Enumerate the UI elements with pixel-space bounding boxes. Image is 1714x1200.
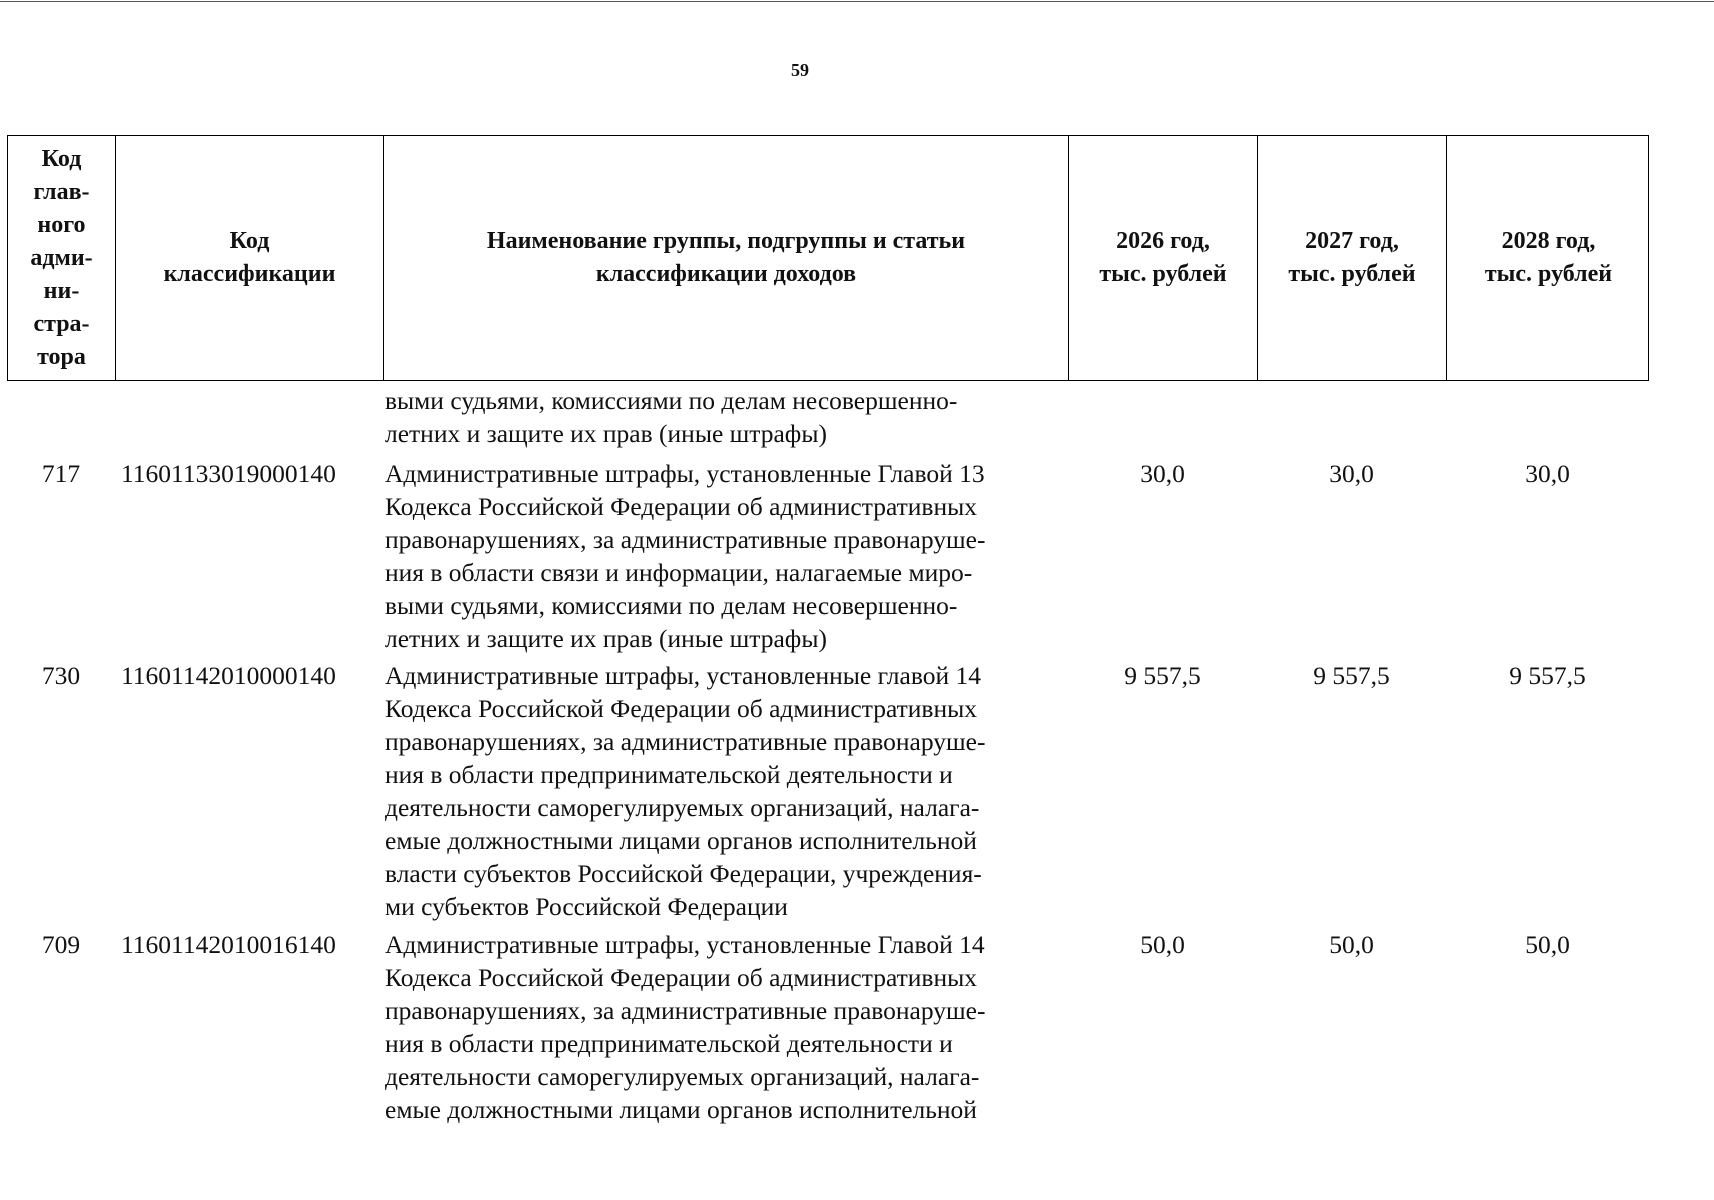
header-admin-code-line: глав- (33, 178, 90, 205)
value-2026: 50,0 (1140, 930, 1185, 959)
header-year-2027-line: тыс. рублей (1288, 261, 1416, 287)
income-name-line: Кодекса Российской Федерации об административных (385, 694, 977, 723)
table-row (7, 928, 1649, 1126)
header-year-2027-line: 2027 год, (1305, 228, 1399, 254)
admin-code: 730 (41, 661, 81, 690)
income-name-line: ния в области предпринимательской деятельности и (385, 760, 953, 789)
income-name-line: выми судьями, комиссиями по делам несовершенно- (385, 591, 958, 620)
income-name-line: ния в области связи и информации, налагаемые миро- (385, 558, 973, 587)
header-name-line: Наименование группы, подгруппы и статьи (486, 228, 966, 254)
income-name-line: деятельности саморегулируемых организаций, налага- (385, 793, 980, 822)
income-name-line: Кодекса Российской Федерации об административных (385, 492, 977, 521)
value-2028: 9 557,5 (1509, 661, 1586, 690)
table-header (7, 135, 1649, 381)
header-year-2028 (1447, 136, 1650, 380)
header-name-line: классификации доходов (595, 261, 857, 287)
table-row (7, 457, 1649, 655)
income-name (383, 457, 1068, 655)
header-admin-code-line: Код (41, 145, 82, 172)
value-2028: 30,0 (1525, 459, 1570, 488)
classification-code: 11601133019000140 (121, 459, 336, 488)
income-name-line: Административные штрафы, установленные главой 14 (385, 661, 981, 690)
table-row (7, 659, 1649, 923)
income-name-line: правонарушениях, за административные правонаруше- (385, 525, 986, 554)
income-name-line: правонарушениях, за административные правонаруше- (385, 727, 986, 756)
income-name-line: Административные штрафы, установленные Главой 13 (385, 459, 985, 488)
header-admin-code-line: тора (37, 343, 86, 370)
continuation-line: выми судьями, комиссиями по делам несовершенно- (385, 386, 958, 415)
header-year-2027 (1258, 136, 1447, 380)
income-name-line: Кодекса Российской Федерации об административных (385, 963, 977, 992)
header-name (384, 136, 1069, 380)
value-2026: 30,0 (1140, 459, 1185, 488)
classification-code: 11601142010016140 (121, 930, 336, 959)
continuation-line: летних и защите их прав (иные штрафы) (385, 419, 827, 448)
admin-code: 709 (41, 930, 81, 959)
income-name-line: емые должностными лицами органов исполнительной (385, 1095, 977, 1124)
header-admin-code (8, 136, 116, 380)
header-year-2028-line: тыс. рублей (1484, 261, 1613, 287)
income-name-line: летних и защите их прав (иные штрафы) (385, 624, 827, 653)
income-name-line: емые должностными лицами органов исполнительной (385, 826, 977, 855)
page-number: 59 (791, 60, 809, 80)
header-year-2026-line: тыс. рублей (1099, 261, 1227, 287)
admin-code: 717 (41, 459, 81, 488)
header-year-2028-line: 2028 год, (1501, 228, 1596, 254)
value-2027: 9 557,5 (1313, 661, 1390, 690)
income-name-line: деятельности саморегулируемых организаций, налага- (385, 1062, 980, 1091)
value-2028: 50,0 (1525, 930, 1570, 959)
header-admin-code-line: ни- (43, 277, 80, 304)
value-2027: 30,0 (1329, 459, 1374, 488)
header-year-2026-line: 2026 год, (1116, 228, 1210, 254)
continuation-text (385, 384, 1075, 450)
income-name (383, 928, 1068, 1126)
top-rule (0, 1, 1714, 2)
income-name-line: власти субъектов Российской Федерации, учреждения- (385, 859, 982, 888)
income-name-line: Административные штрафы, установленные Главой 14 (385, 930, 985, 959)
income-name-line: ми субъектов Российской Федерации (385, 892, 788, 921)
income-name-line: ния в области предпринимательской деятельности и (385, 1029, 953, 1058)
header-admin-code-line: стра- (33, 310, 90, 337)
header-year-2026 (1069, 136, 1258, 380)
header-class-code (116, 136, 384, 380)
header-admin-code-line: адми- (30, 244, 93, 271)
income-name-line: правонарушениях, за административные правонаруше- (385, 996, 986, 1025)
value-2027: 50,0 (1329, 930, 1374, 959)
header-admin-code-line: ного (37, 211, 86, 238)
classification-code: 11601142010000140 (121, 661, 336, 690)
header-class-code-line: классификации (163, 261, 336, 287)
header-class-code-line: Код (229, 228, 270, 254)
income-name (383, 659, 1068, 923)
value-2026: 9 557,5 (1124, 661, 1201, 690)
